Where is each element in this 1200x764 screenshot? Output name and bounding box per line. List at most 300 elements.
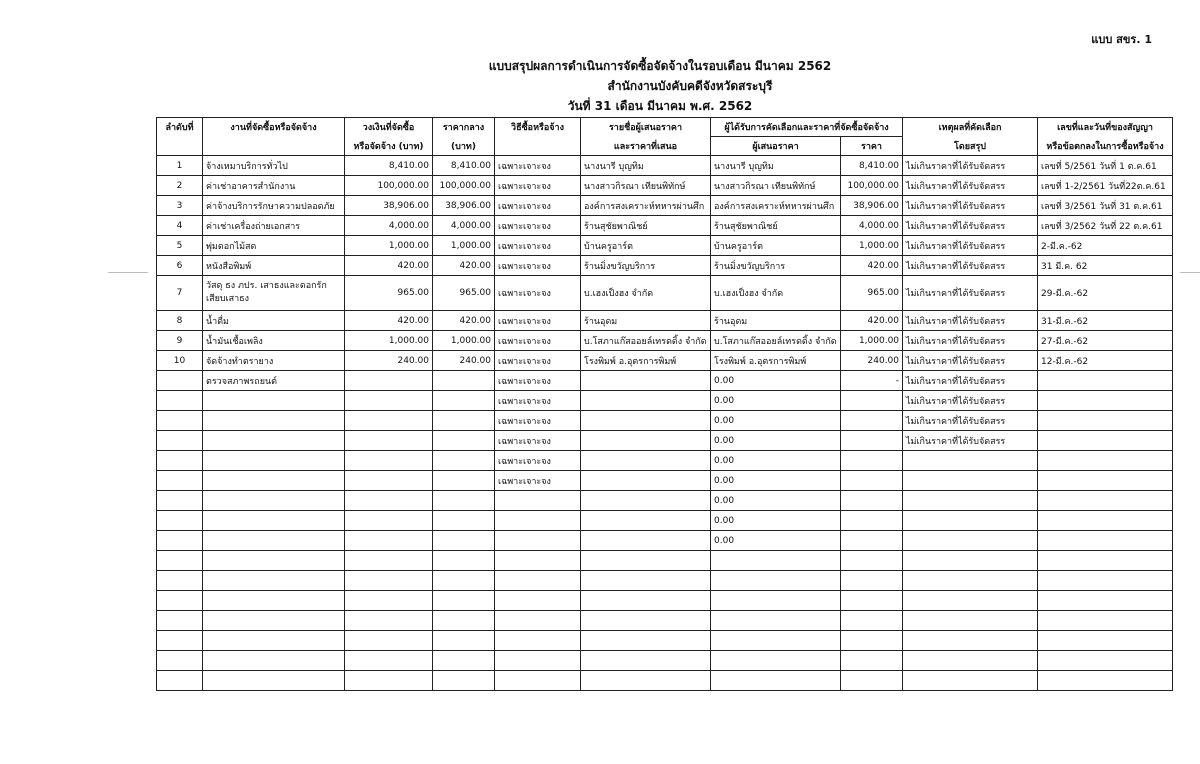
table-row xyxy=(157,671,1173,691)
cell-budget: 1,000.00 xyxy=(345,331,433,351)
header-method: วิธีซื้อหรือจ้าง xyxy=(495,118,581,137)
cell-contract: 27-มี.ค.-62 xyxy=(1038,331,1173,351)
cell-bidder xyxy=(581,571,711,591)
cell-no xyxy=(157,451,203,471)
document-title: แบบสรุปผลการดำเนินการจัดซื้อจัดจ้างในรอบเดือน มีนาคม 2562 xyxy=(488,59,832,73)
cell-median: 965.00 xyxy=(433,276,495,311)
cell-selected-bidder xyxy=(711,611,841,631)
cell-reason xyxy=(903,511,1038,531)
cell-no: 10 xyxy=(157,351,203,371)
cell-selected-price: 8,410.00 xyxy=(841,156,903,176)
cell-no: 7 xyxy=(157,276,203,311)
cell-reason: ไม่เกินราคาที่ได้รับจัดสรร xyxy=(903,431,1038,451)
cell-median xyxy=(433,491,495,511)
cell-no: 5 xyxy=(157,236,203,256)
cell-contract xyxy=(1038,391,1173,411)
cell-budget xyxy=(345,571,433,591)
cell-work: หนังสือพิมพ์ xyxy=(203,256,345,276)
cell-contract xyxy=(1038,671,1173,691)
report-date: วันที่ 31 เดือน มีนาคม พ.ศ. 2562 xyxy=(567,99,753,113)
cell-selected-bidder xyxy=(711,591,841,611)
header-median-2: (บาท) xyxy=(433,137,495,156)
cell-reason xyxy=(903,571,1038,591)
table-row xyxy=(157,216,1173,236)
cell-budget: 1,000.00 xyxy=(345,236,433,256)
cell-selected-bidder: นางสาวกิรณา เทียนพิทักษ์ xyxy=(711,176,841,196)
cell-contract xyxy=(1038,371,1173,391)
cell-work: ค่าเช่าเครื่องถ่ายเอกสาร xyxy=(203,216,345,236)
cell-reason: ไม่เกินราคาที่ได้รับจัดสรร xyxy=(903,256,1038,276)
cell-bidder xyxy=(581,631,711,651)
cell-work xyxy=(203,551,345,571)
table-row xyxy=(157,156,1173,176)
cell-method: เฉพาะเจาะจง xyxy=(495,196,581,216)
cell-contract: เลขที่ 1-2/2561 วันที่22ต.ค.61 xyxy=(1038,176,1173,196)
cell-reason xyxy=(903,451,1038,471)
table-row xyxy=(157,471,1173,491)
cell-contract: 31-มี.ค.-62 xyxy=(1038,311,1173,331)
cell-selected-price xyxy=(841,391,903,411)
header-median-1: ราคากลาง xyxy=(433,118,495,137)
cell-selected-price xyxy=(841,631,903,651)
cell-budget xyxy=(345,491,433,511)
cell-budget xyxy=(345,371,433,391)
cell-no xyxy=(157,391,203,411)
cell-median xyxy=(433,571,495,591)
cell-selected-bidder: โรงพิมพ์ อ.อุตรการพิมพ์ xyxy=(711,351,841,371)
cell-median xyxy=(433,511,495,531)
cell-contract: เลขที่ 5/2561 วันที่ 1 ต.ค.61 xyxy=(1038,156,1173,176)
cell-contract xyxy=(1038,551,1173,571)
table-row xyxy=(157,511,1173,531)
table-row xyxy=(157,236,1173,256)
cell-method xyxy=(495,571,581,591)
cell-method: เฉพาะเจาะจง xyxy=(495,216,581,236)
cell-selected-bidder: บ.เฮงเป็งฮง จำกัด xyxy=(711,276,841,311)
cell-selected-price: 1,000.00 xyxy=(841,236,903,256)
cell-no xyxy=(157,671,203,691)
cell-reason xyxy=(903,471,1038,491)
document-titles xyxy=(0,56,1200,116)
cell-reason: ไม่เกินราคาที่ได้รับจัดสรร xyxy=(903,331,1038,351)
cell-selected-price: 965.00 xyxy=(841,276,903,311)
cell-selected-bidder xyxy=(711,631,841,651)
cell-budget: 420.00 xyxy=(345,311,433,331)
cell-selected-price xyxy=(841,571,903,591)
cell-method: เฉพาะเจาะจง xyxy=(495,411,581,431)
cell-bidder: โรงพิมพ์ อ.อุตรการพิมพ์ xyxy=(581,351,711,371)
cell-work xyxy=(203,571,345,591)
table-row xyxy=(157,371,1173,391)
cell-selected-bidder: 0.00 xyxy=(711,411,841,431)
table-row xyxy=(157,331,1173,351)
cell-method: เฉพาะเจาะจง xyxy=(495,451,581,471)
cell-selected-price: 38,906.00 xyxy=(841,196,903,216)
cell-median xyxy=(433,411,495,431)
cell-selected-bidder xyxy=(711,571,841,591)
cell-work xyxy=(203,511,345,531)
cell-method: เฉพาะเจาะจง xyxy=(495,256,581,276)
cell-no: 4 xyxy=(157,216,203,236)
cell-work: ค่าเช่าอาคารสำนักงาน xyxy=(203,176,345,196)
office-name: สำนักงานบังคับคดีจังหวัดสระบุรี xyxy=(607,79,773,93)
header-budget-2: หรือจัดจ้าง (บาท) xyxy=(345,137,433,156)
cell-selected-bidder: บ้านครูอาร์ต xyxy=(711,236,841,256)
header-bidders-1: รายชื่อผู้เสนอราคา xyxy=(581,118,711,137)
cell-median xyxy=(433,591,495,611)
cell-reason: ไม่เกินราคาที่ได้รับจัดสรร xyxy=(903,351,1038,371)
cell-selected-price xyxy=(841,431,903,451)
table-row xyxy=(157,651,1173,671)
cell-method: เฉพาะเจาะจง xyxy=(495,471,581,491)
cell-median: 8,410.00 xyxy=(433,156,495,176)
header-work: งานที่จัดซื้อหรือจัดจ้าง xyxy=(203,118,345,137)
cell-no: 3 xyxy=(157,196,203,216)
cell-median xyxy=(433,611,495,631)
cell-selected-price xyxy=(841,551,903,571)
cell-reason xyxy=(903,651,1038,671)
cell-work: ค่าจ้างบริการรักษาความปลอดภัย xyxy=(203,196,345,216)
cell-selected-price: 100,000.00 xyxy=(841,176,903,196)
table-row xyxy=(157,451,1173,471)
cell-work xyxy=(203,591,345,611)
header-selected-bidder: ผู้เสนอราคา xyxy=(711,137,841,156)
cell-work: วัสดุ ธง ภปร. เสาธงและดอกรักเสียบเสาธง xyxy=(203,276,345,311)
cell-selected-price xyxy=(841,511,903,531)
table-row xyxy=(157,276,1173,311)
header-bidders-2: และราคาที่เสนอ xyxy=(581,137,711,156)
table-row xyxy=(157,591,1173,611)
cell-method: เฉพาะเจาะจง xyxy=(495,371,581,391)
cell-contract xyxy=(1038,471,1173,491)
form-code: แบบ สขร. 1 xyxy=(1091,33,1152,46)
cell-bidder xyxy=(581,551,711,571)
cell-work: จัดจ้างทำตรายาง xyxy=(203,351,345,371)
cell-selected-bidder: ร้านมิ่งขวัญบริการ xyxy=(711,256,841,276)
cell-contract xyxy=(1038,571,1173,591)
cell-median: 420.00 xyxy=(433,256,495,276)
cell-no: 2 xyxy=(157,176,203,196)
cell-median: 1,000.00 xyxy=(433,331,495,351)
cell-no xyxy=(157,571,203,591)
cell-no xyxy=(157,431,203,451)
cell-method xyxy=(495,511,581,531)
cell-method: เฉพาะเจาะจง xyxy=(495,236,581,256)
cell-median xyxy=(433,391,495,411)
cell-reason: ไม่เกินราคาที่ได้รับจัดสรร xyxy=(903,276,1038,311)
cell-reason: ไม่เกินราคาที่ได้รับจัดสรร xyxy=(903,311,1038,331)
cell-reason xyxy=(903,611,1038,631)
cell-no xyxy=(157,531,203,551)
cell-no xyxy=(157,471,203,491)
cell-work xyxy=(203,631,345,651)
cell-median: 4,000.00 xyxy=(433,216,495,236)
header-no-cont xyxy=(157,137,203,156)
cell-selected-price: 1,000.00 xyxy=(841,331,903,351)
cell-method: เฉพาะเจาะจง xyxy=(495,331,581,351)
cell-method: เฉพาะเจาะจง xyxy=(495,351,581,371)
cell-budget xyxy=(345,651,433,671)
cell-selected-price: 420.00 xyxy=(841,311,903,331)
cell-bidder xyxy=(581,451,711,471)
table-row xyxy=(157,611,1173,631)
cell-contract: 2-มี.ค.-62 xyxy=(1038,236,1173,256)
header-method-cont xyxy=(495,137,581,156)
cell-budget xyxy=(345,391,433,411)
cell-work xyxy=(203,611,345,631)
cell-contract: 12-มี.ค.-62 xyxy=(1038,351,1173,371)
cell-contract xyxy=(1038,411,1173,431)
table-header xyxy=(157,118,1173,156)
cell-method xyxy=(495,631,581,651)
cell-contract: เลขที่ 3/2561 วันที่ 31 ต.ค.61 xyxy=(1038,196,1173,216)
cell-work xyxy=(203,391,345,411)
cell-median xyxy=(433,651,495,671)
cell-bidder xyxy=(581,491,711,511)
cell-work: น้ำดื่ม xyxy=(203,311,345,331)
cell-bidder xyxy=(581,531,711,551)
cell-bidder xyxy=(581,511,711,531)
cell-reason: ไม่เกินราคาที่ได้รับจัดสรร xyxy=(903,196,1038,216)
cell-median: 420.00 xyxy=(433,311,495,331)
cell-bidder: นางนารี บุญทิม xyxy=(581,156,711,176)
cell-selected-price xyxy=(841,651,903,671)
cell-reason: ไม่เกินราคาที่ได้รับจัดสรร xyxy=(903,216,1038,236)
cell-no xyxy=(157,631,203,651)
cell-budget: 420.00 xyxy=(345,256,433,276)
cell-bidder: นางสาวกิรณา เทียนพิทักษ์ xyxy=(581,176,711,196)
cell-work: พุ่มดอกไม้สด xyxy=(203,236,345,256)
cell-bidder xyxy=(581,591,711,611)
cell-budget: 4,000.00 xyxy=(345,216,433,236)
table-row xyxy=(157,431,1173,451)
table-row xyxy=(157,196,1173,216)
header-budget-1: วงเงินที่จัดซื้อ xyxy=(345,118,433,137)
cell-bidder xyxy=(581,471,711,491)
cell-selected-price: 420.00 xyxy=(841,256,903,276)
cell-budget xyxy=(345,531,433,551)
cell-bidder xyxy=(581,651,711,671)
cell-contract: 31 มี.ค. 62 xyxy=(1038,256,1173,276)
cell-budget xyxy=(345,611,433,631)
cell-median xyxy=(433,631,495,651)
table-row xyxy=(157,491,1173,511)
scan-mark-left xyxy=(108,272,148,273)
cell-budget xyxy=(345,431,433,451)
cell-budget: 240.00 xyxy=(345,351,433,371)
cell-bidder xyxy=(581,611,711,631)
cell-budget: 38,906.00 xyxy=(345,196,433,216)
header-reason-1: เหตุผลที่คัดเลือก xyxy=(903,118,1038,137)
cell-selected-bidder: 0.00 xyxy=(711,471,841,491)
cell-selected-bidder: 0.00 xyxy=(711,511,841,531)
cell-method: เฉพาะเจาะจง xyxy=(495,431,581,451)
cell-selected-price: 240.00 xyxy=(841,351,903,371)
header-work-cont xyxy=(203,137,345,156)
cell-budget: 965.00 xyxy=(345,276,433,311)
cell-contract xyxy=(1038,511,1173,531)
cell-contract xyxy=(1038,431,1173,451)
cell-contract xyxy=(1038,451,1173,471)
cell-selected-bidder: 0.00 xyxy=(711,451,841,471)
cell-bidder: บ.เฮงเป็งฮง จำกัด xyxy=(581,276,711,311)
cell-selected-price xyxy=(841,471,903,491)
cell-budget: 8,410.00 xyxy=(345,156,433,176)
cell-method xyxy=(495,671,581,691)
procurement-summary-table xyxy=(156,117,1173,691)
cell-bidder xyxy=(581,411,711,431)
cell-work: จ้างเหมาบริการทั่วไป xyxy=(203,156,345,176)
cell-contract xyxy=(1038,531,1173,551)
cell-no: 9 xyxy=(157,331,203,351)
cell-bidder: องค์การสงเคราะห์ทหารผ่านศึก xyxy=(581,196,711,216)
cell-no xyxy=(157,411,203,431)
cell-reason: ไม่เกินราคาที่ได้รับจัดสรร xyxy=(903,371,1038,391)
cell-budget xyxy=(345,631,433,651)
table-row xyxy=(157,176,1173,196)
cell-budget xyxy=(345,511,433,531)
cell-budget xyxy=(345,551,433,571)
cell-selected-price xyxy=(841,451,903,471)
cell-work xyxy=(203,651,345,671)
cell-median xyxy=(433,671,495,691)
cell-selected-bidder: 0.00 xyxy=(711,531,841,551)
cell-method xyxy=(495,591,581,611)
cell-work: น้ำมันเชื้อเพลิง xyxy=(203,331,345,351)
table-row xyxy=(157,391,1173,411)
cell-method xyxy=(495,551,581,571)
scan-mark-right xyxy=(1180,272,1200,273)
cell-bidder xyxy=(581,391,711,411)
cell-reason: ไม่เกินราคาที่ได้รับจัดสรร xyxy=(903,156,1038,176)
cell-budget xyxy=(345,671,433,691)
cell-method: เฉพาะเจาะจง xyxy=(495,176,581,196)
cell-median xyxy=(433,551,495,571)
cell-method xyxy=(495,531,581,551)
cell-median xyxy=(433,531,495,551)
cell-contract: เลขที่ 3/2562 วันที่ 22 ต.ค.61 xyxy=(1038,216,1173,236)
cell-bidder xyxy=(581,371,711,391)
cell-method: เฉพาะเจาะจง xyxy=(495,391,581,411)
table-row xyxy=(157,631,1173,651)
cell-no xyxy=(157,371,203,391)
cell-method xyxy=(495,491,581,511)
cell-selected-bidder: 0.00 xyxy=(711,491,841,511)
cell-selected-price xyxy=(841,411,903,431)
cell-bidder: ร้านอุดม xyxy=(581,311,711,331)
cell-method: เฉพาะเจาะจง xyxy=(495,276,581,311)
cell-method xyxy=(495,651,581,671)
cell-selected-bidder: นางนารี บุญทิม xyxy=(711,156,841,176)
header-reason-2: โดยสรุป xyxy=(903,137,1038,156)
header-contract-1: เลขที่และวันที่ของสัญญา xyxy=(1038,118,1173,137)
cell-selected-bidder: 0.00 xyxy=(711,431,841,451)
cell-selected-bidder: บ.โสภาแก๊สออยล์เทรดดิ้ง จำกัด xyxy=(711,331,841,351)
cell-work xyxy=(203,451,345,471)
cell-budget xyxy=(345,591,433,611)
cell-selected-price xyxy=(841,491,903,511)
cell-work xyxy=(203,491,345,511)
cell-budget xyxy=(345,411,433,431)
cell-work: ตรวจสภาพรถยนต์ xyxy=(203,371,345,391)
cell-median: 1,000.00 xyxy=(433,236,495,256)
cell-bidder xyxy=(581,431,711,451)
cell-no: 1 xyxy=(157,156,203,176)
cell-contract xyxy=(1038,651,1173,671)
cell-selected-bidder xyxy=(711,671,841,691)
table-row xyxy=(157,351,1173,371)
cell-median: 38,906.00 xyxy=(433,196,495,216)
cell-selected-bidder: ร้านสุชัยพาณิชย์ xyxy=(711,216,841,236)
cell-no xyxy=(157,591,203,611)
cell-no: 6 xyxy=(157,256,203,276)
header-contract-2: หรือข้อตกลงในการซื้อหรือจ้าง xyxy=(1038,137,1173,156)
cell-selected-price xyxy=(841,671,903,691)
cell-reason xyxy=(903,671,1038,691)
cell-work xyxy=(203,411,345,431)
cell-bidder: บ.โสภาแก๊สออยล์เทรดดิ้ง จำกัด xyxy=(581,331,711,351)
cell-median xyxy=(433,431,495,451)
cell-method: เฉพาะเจาะจง xyxy=(495,311,581,331)
table-row xyxy=(157,256,1173,276)
cell-no xyxy=(157,491,203,511)
cell-selected-bidder xyxy=(711,651,841,671)
header-selected: ผู้ได้รับการคัดเลือกและราคาที่จัดซื้อจัดจ้าง xyxy=(711,118,903,137)
cell-work xyxy=(203,471,345,491)
cell-contract xyxy=(1038,631,1173,651)
cell-reason xyxy=(903,591,1038,611)
cell-reason: ไม่เกินราคาที่ได้รับจัดสรร xyxy=(903,176,1038,196)
cell-selected-price xyxy=(841,611,903,631)
cell-median xyxy=(433,451,495,471)
cell-bidder xyxy=(581,671,711,691)
cell-contract: 29-มี.ค.-62 xyxy=(1038,276,1173,311)
cell-reason xyxy=(903,491,1038,511)
cell-reason xyxy=(903,551,1038,571)
cell-budget xyxy=(345,451,433,471)
cell-contract xyxy=(1038,591,1173,611)
table-row xyxy=(157,531,1173,551)
cell-budget: 100,000.00 xyxy=(345,176,433,196)
cell-no xyxy=(157,511,203,531)
cell-no xyxy=(157,651,203,671)
cell-reason xyxy=(903,531,1038,551)
cell-reason: ไม่เกินราคาที่ได้รับจัดสรร xyxy=(903,411,1038,431)
cell-selected-price xyxy=(841,591,903,611)
table-body xyxy=(157,156,1173,691)
cell-selected-bidder xyxy=(711,551,841,571)
cell-median xyxy=(433,471,495,491)
header-no: ลำดับที่ xyxy=(157,118,203,137)
cell-selected-price: 4,000.00 xyxy=(841,216,903,236)
table-row xyxy=(157,571,1173,591)
cell-reason: ไม่เกินราคาที่ได้รับจัดสรร xyxy=(903,236,1038,256)
cell-reason xyxy=(903,631,1038,651)
cell-no xyxy=(157,611,203,631)
cell-bidder: บ้านครูอาร์ต xyxy=(581,236,711,256)
cell-selected-price: - xyxy=(841,371,903,391)
table-row xyxy=(157,311,1173,331)
table-row xyxy=(157,551,1173,571)
cell-median: 240.00 xyxy=(433,351,495,371)
cell-work xyxy=(203,431,345,451)
cell-bidder: ร้านมิ่งขวัญบริการ xyxy=(581,256,711,276)
cell-no: 8 xyxy=(157,311,203,331)
cell-median: 100,000.00 xyxy=(433,176,495,196)
cell-median xyxy=(433,371,495,391)
cell-reason: ไม่เกินราคาที่ได้รับจัดสรร xyxy=(903,391,1038,411)
cell-selected-bidder: องค์การสงเคราะห์ทหารผ่านศึก xyxy=(711,196,841,216)
